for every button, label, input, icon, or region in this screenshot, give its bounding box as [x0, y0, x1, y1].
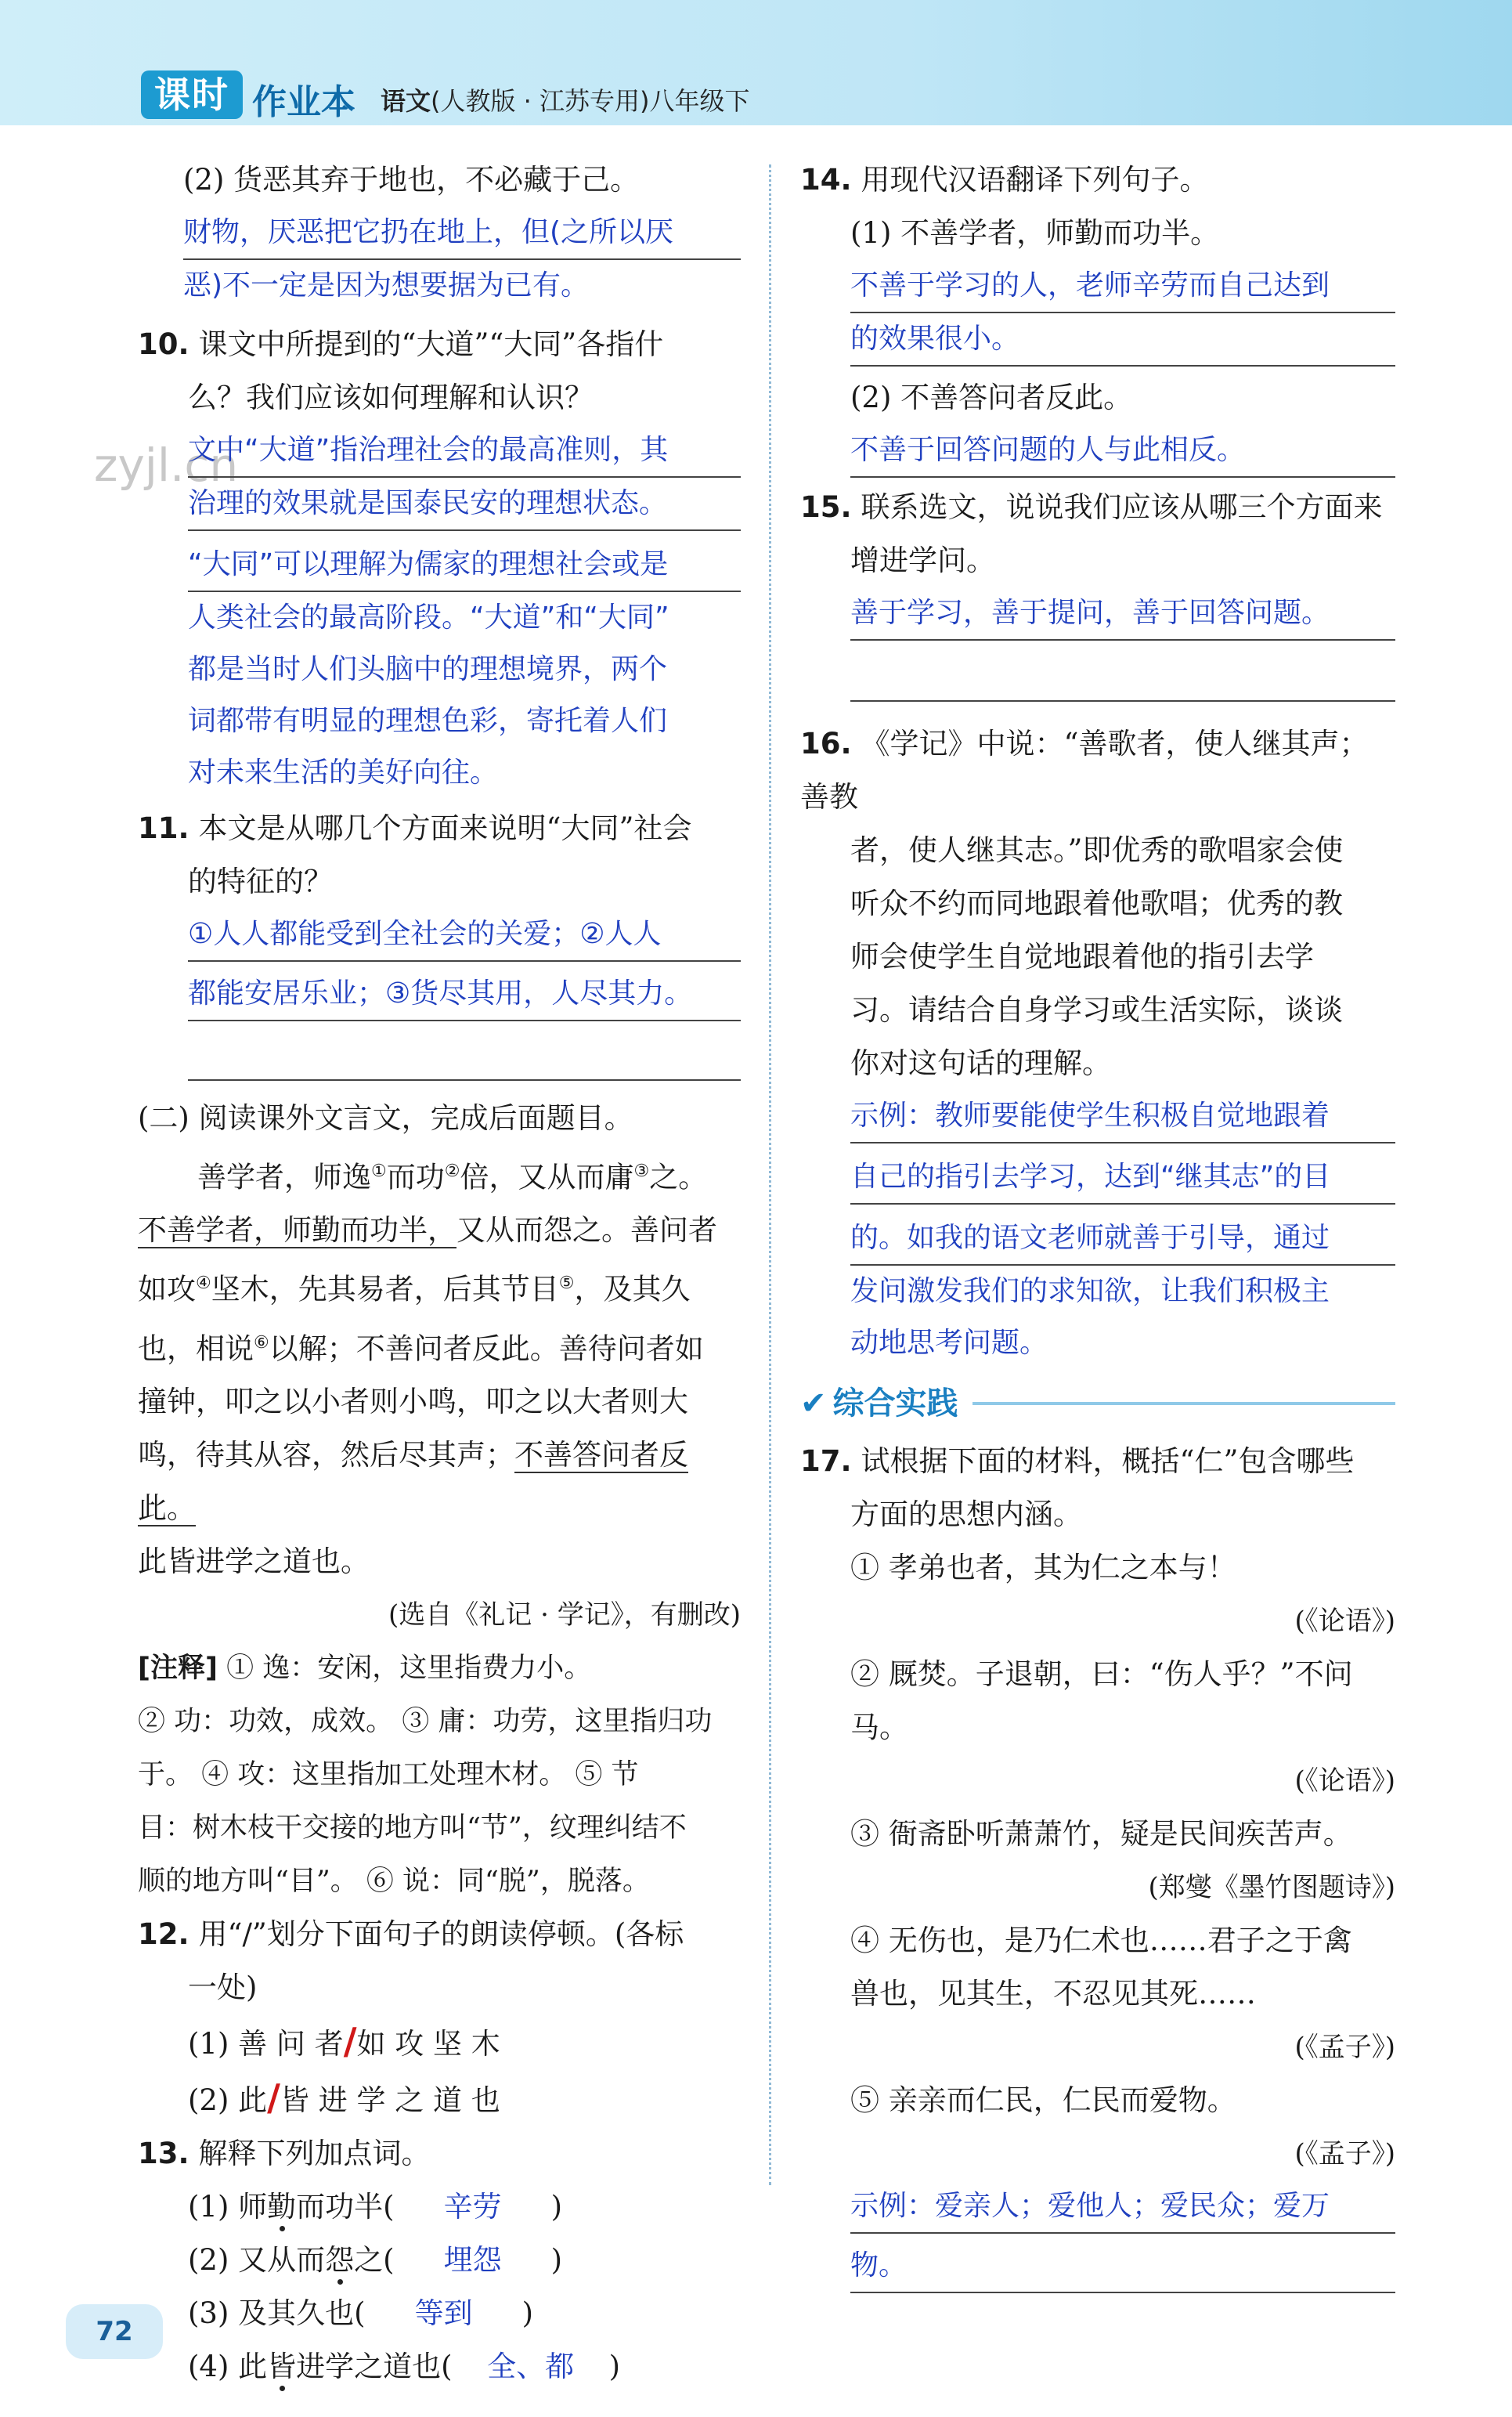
- material-source: (《孟子》): [1294, 2032, 1395, 2063]
- q17-number: 17.: [800, 1444, 852, 1478]
- q9-subitem-2: [138, 154, 741, 312]
- q10-answer-line: 文中“大道”指治理社会的最高准则，其: [188, 425, 741, 478]
- q16-text: 习。请结合自身学习或生活实际，谈谈: [850, 993, 1343, 1027]
- question-10: [138, 318, 741, 799]
- q11-text-1: 本文是从哪几个方面来说明“大同”社会: [198, 811, 692, 845]
- q10-answer-line: 词都带有明显的理想色彩，寄托着人们: [188, 705, 668, 737]
- column-divider: [769, 164, 771, 2185]
- left-column: [138, 154, 741, 2394]
- q10-answer-line: 对未来生活的美好向往。: [188, 757, 499, 789]
- q13-text: 之(: [354, 2242, 395, 2277]
- q13-answer: 全、都: [487, 2349, 575, 2383]
- q16-answer-line: 自己的指引去学习，达到“继其志”的目: [850, 1151, 1395, 1205]
- q13-text: ): [521, 2296, 534, 2330]
- q11-text-2: 的特征的？: [188, 865, 333, 898]
- q11-answer-line: 都能安居乐业；③货尽其用，人尽其力。: [188, 968, 741, 1021]
- passage-text: 坚木，先其易者，后其节目: [211, 1272, 559, 1306]
- note-line: 顺的地方叫“目”。 ⑥ 说：同“脱”，脱落。: [138, 1865, 650, 1897]
- underlined-sentence: 不善答问者反此。: [138, 1437, 688, 1525]
- q13-text: (1) 师: [188, 2189, 268, 2224]
- q15-number: 15.: [800, 490, 852, 524]
- series-logo: 课时: [141, 70, 243, 119]
- material-4: 兽也，见其生，不忍见其死……: [850, 1977, 1256, 2011]
- q9-2-answer-line2: 恶)不一定是因为想要据为已有。: [183, 269, 590, 302]
- q17-text-1: 试根据下面的材料，概括“仁”包含哪些: [861, 1444, 1355, 1478]
- q12-text-1: 用“/”划分下面句子的朗读停顿。(各标: [198, 1917, 684, 1951]
- annotations: [138, 1642, 741, 1908]
- page-number: 72: [66, 2304, 163, 2359]
- q13-text: ): [550, 2189, 563, 2224]
- note-mark: ②: [444, 1162, 460, 1181]
- material-3: ③ 衙斋卧听萧萧竹，疑是民间疾苦声。: [850, 1817, 1352, 1851]
- q10-text-2: 么？我们应该如何理解和认识？: [188, 381, 594, 414]
- q13-text: 而功半(: [296, 2189, 395, 2224]
- passage-text: 撞钟，叩之以小者则小鸣，叩之以大者则大: [138, 1384, 688, 1418]
- question-17: [800, 1435, 1395, 2293]
- pause-mark: /: [267, 2076, 280, 2119]
- material-5: ⑤ 亲亲而仁民，仁民而爱物。: [850, 2083, 1236, 2117]
- material-source: (《孟子》): [1294, 2138, 1395, 2170]
- page-header: [0, 0, 1512, 125]
- passage-text: 也，相说: [138, 1331, 254, 1365]
- q13-text: ): [550, 2242, 563, 2277]
- notes-label: [注释]: [138, 1652, 218, 1684]
- material-source: (郑燮《墨竹图题诗》): [1148, 1872, 1395, 1903]
- q16-text: 者，使人继其志。”即优秀的歌唱家会使: [850, 833, 1344, 867]
- dotted-word: 皆: [267, 2349, 297, 2383]
- q11-answer: [138, 909, 741, 1081]
- material-source: (《论语》): [1294, 1765, 1395, 1797]
- question-13: [138, 2127, 741, 2394]
- passage-text: 又从而怨之。善问者: [456, 1213, 717, 1248]
- book-info: [381, 81, 750, 117]
- q12-sentence-2b: 皆 进 学 之 道 也: [280, 2083, 500, 2117]
- q15-answer-line: 善于学习，善于提问，善于回答问题。: [850, 587, 1395, 641]
- edition-label: (人教版 · 江苏专用)八年级下: [431, 86, 750, 116]
- material-2: ② 厩焚。子退朝，曰：“伤人乎？”不问马。: [850, 1657, 1353, 1744]
- q16-answer-line: 的。如我的语文老师就善于引导，通过: [850, 1212, 1395, 1266]
- q10-answer-line: 治理的效果就是国泰民安的理想状态。: [188, 478, 741, 531]
- passage-text: 之。: [649, 1160, 708, 1194]
- section-heading: [800, 1377, 1395, 1430]
- material-4: ④ 无伤也，是乃仁术也……君子之于禽: [850, 1924, 1352, 1957]
- note-mark: ⑤: [558, 1274, 575, 1294]
- material-1: ① 孝弟也者，其为仁之本与！: [850, 1551, 1236, 1584]
- q13-answer: 辛劳: [443, 2189, 502, 2224]
- checkmark-icon: ✔: [800, 1386, 827, 1422]
- note-line: ② 功：功效，成效。 ③ 庸：功劳，这里指归功: [138, 1705, 713, 1737]
- q9-2-text: (2) 货恶其弃于地也，不必藏于己。: [183, 163, 640, 197]
- passage-text: 此皆进学之道也。: [138, 1544, 370, 1578]
- q14-sentence-1: (1) 不善学者，师勤而功半。: [850, 216, 1220, 250]
- pause-mark: /: [343, 2019, 357, 2062]
- q16-text: 《学记》中说：“善歌者，使人继其声；善教: [800, 727, 1369, 814]
- q16-text: 你对这句话的理解。: [850, 1046, 1111, 1080]
- right-column: [800, 154, 1395, 2293]
- note-line: ① 逸：安闲，这里指费力小。: [226, 1652, 592, 1684]
- dotted-word: 勤: [267, 2189, 297, 2224]
- q13-answer: 埋怨: [443, 2242, 502, 2277]
- q17-answer-line: 示例：爱亲人；爱他人；爱民众；爱万: [850, 2180, 1395, 2234]
- q10-answer-line: “大同”可以理解为儒家的理想社会或是: [188, 539, 741, 592]
- q13-text: 解释下列加点词。: [198, 2136, 431, 2170]
- q10-answer-line: 人类社会的最高阶段。“大道”和“大同”: [188, 602, 669, 634]
- series-title: 作业本: [252, 82, 355, 122]
- passage-text: 善学者，师逸: [197, 1160, 371, 1194]
- q12-sentence-1a: (1) 善 问 者: [188, 2026, 344, 2061]
- question-12: [138, 1908, 741, 2127]
- underlined-sentence: 不善学者，师勤而功半，: [138, 1213, 456, 1248]
- q15-text-2: 增进学问。: [850, 544, 995, 577]
- q11-answer-line: ①人人都能受到全社会的关爱；②人人: [188, 909, 741, 962]
- note-line: 目：树木枝干交接的地方叫“节”，纹理纠结不: [138, 1812, 687, 1844]
- q11-number: 11.: [138, 811, 189, 845]
- q15-blank-line: [850, 669, 1395, 702]
- passage-text: 如攻: [138, 1272, 196, 1306]
- q13-text: ): [608, 2349, 621, 2383]
- q13-number: 13.: [138, 2136, 189, 2170]
- section-rule: [973, 1402, 1395, 1405]
- note-mark: ④: [196, 1274, 211, 1294]
- note-mark: ⑥: [254, 1332, 269, 1353]
- q10-number: 10.: [138, 327, 189, 361]
- classical-passage: [138, 1145, 741, 1588]
- q13-text: (3) 及其久也(: [188, 2296, 366, 2330]
- dotted-word: 怨: [325, 2242, 355, 2277]
- q9-2-answer-line1: 财物，厌恶把它扔在地上，但(之所以厌: [183, 207, 741, 260]
- q14-number: 14.: [800, 163, 852, 197]
- note-mark: ①: [371, 1162, 387, 1181]
- q16-number: 16.: [800, 727, 852, 761]
- q13-text: (4) 此: [188, 2349, 268, 2383]
- subject-label: 语文: [381, 86, 431, 116]
- passage-text: 倍，又从而庸: [460, 1160, 634, 1194]
- passage-source: (选自《礼记 · 学记》，有删改): [388, 1599, 741, 1631]
- q12-number: 12.: [138, 1917, 189, 1951]
- section-2-heading: (二) 阅读课外文言文，完成后面题目。: [138, 1101, 633, 1135]
- question-16: [800, 717, 1395, 1369]
- q16-answer-line: 动地思考问题。: [850, 1327, 1048, 1359]
- section-title: 综合实践: [832, 1386, 958, 1422]
- q14-answer-line: 不善于学习的人，老师辛劳而自己达到: [850, 260, 1395, 313]
- q14-answer-line: 不善于回答问题的人与此相反。: [850, 425, 1395, 478]
- question-11: [138, 802, 741, 1081]
- q13-text: (2) 又从而: [188, 2242, 326, 2277]
- q17-answer-line: 物。: [850, 2240, 1395, 2293]
- watermark: zyjl.cn: [94, 439, 239, 492]
- q10-answer: [138, 425, 741, 799]
- q16-text: 师会使学生自觉地跟着他的指引去学: [850, 940, 1314, 974]
- q10-answer-line: 都是当时人们头脑中的理想境界，两个: [188, 653, 668, 685]
- question-15: [800, 481, 1395, 702]
- passage-text: 鸣，待其从容，然后尽其声；: [138, 1437, 514, 1472]
- q16-answer-line: 发问激发我们的求知欲，让我们积极主: [850, 1275, 1330, 1307]
- q14-sentence-2: (2) 不善答问者反此。: [850, 381, 1133, 414]
- q12-sentence-2a: (2) 此: [188, 2083, 268, 2117]
- q13-answer: 等到: [414, 2296, 473, 2330]
- q16-text: 听众不约而同地跟着他歌唱；优秀的教: [850, 887, 1343, 920]
- note-mark: ③: [633, 1162, 650, 1181]
- q16-answer-line: 示例：教师要能使学生积极自觉地跟着: [850, 1090, 1395, 1143]
- q15-text-1: 联系选文，说说我们应该从哪三个方面来: [861, 490, 1383, 524]
- q12-sentence-1b: 如 攻 坚 木: [356, 2026, 500, 2061]
- q14-answer-line: 的效果很小。: [850, 313, 1395, 367]
- material-source: (《论语》): [1294, 1606, 1395, 1637]
- q11-blank-line: [188, 1048, 741, 1081]
- q14-text: 用现代汉语翻译下列句子。: [861, 163, 1209, 197]
- passage-text: 而功: [386, 1160, 445, 1194]
- q17-text-2: 方面的思想内涵。: [850, 1498, 1082, 1531]
- q10-text-1: 课文中所提到的“大道”“大同”各指什: [198, 327, 664, 361]
- passage-text: ，及其久: [574, 1272, 691, 1306]
- passage-text: 以解；不善问者反此。善待问者如: [269, 1331, 704, 1365]
- q13-text: 进学之道也(: [296, 2349, 453, 2383]
- note-line: 于。 ④ 攻：这里指加工处理木材。 ⑤ 节: [138, 1758, 639, 1790]
- question-14: [800, 154, 1395, 478]
- q12-text-2: 一处): [188, 1970, 258, 2004]
